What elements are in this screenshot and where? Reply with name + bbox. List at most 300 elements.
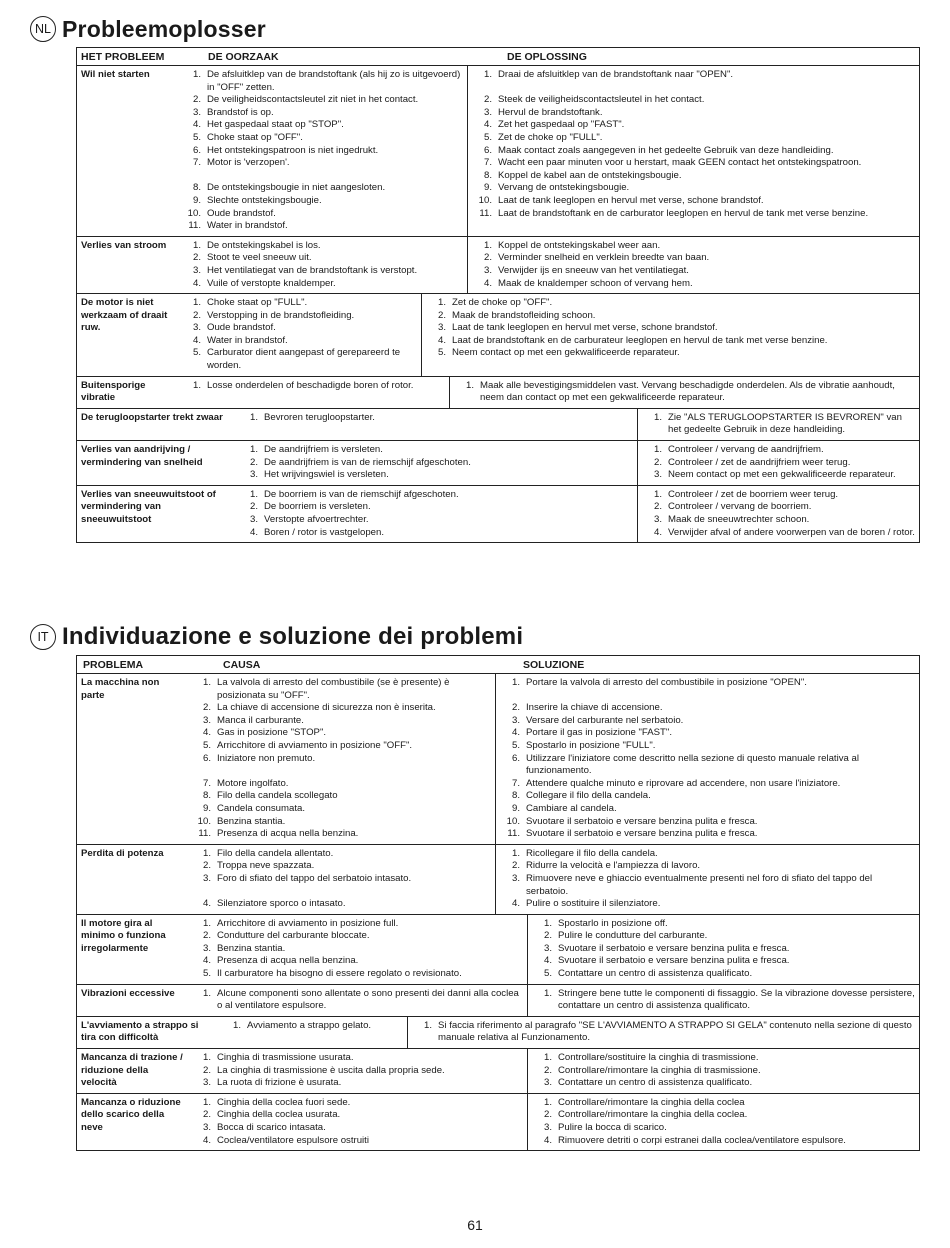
cause-item: [193, 803, 491, 816]
item-text: Svuotare il serbatoio e versare benzina pulita e fresca.: [526, 828, 758, 840]
cause-list: [177, 377, 449, 408]
item-number: 1.: [653, 444, 662, 456]
item-number: 3.: [543, 1122, 552, 1133]
language-badge-it: IT: [30, 624, 56, 650]
item-text: Stringere bene tutte le componenti di fissaggio. Se la vibrazione dovesse persistere, contattare un centro di assistenza qualificato.: [558, 987, 915, 1012]
it-troubleshooting-table: [76, 655, 920, 1151]
item-number: 4.: [202, 727, 211, 739]
item-text: Coclea/ventilatore espulsore ostruiti: [217, 1134, 369, 1146]
table-row: [77, 293, 919, 376]
item-number: 1.: [543, 987, 552, 999]
item-text: Maak de sneeuwtrechter schoon.: [668, 514, 810, 525]
header-cause: DE OORZAAK: [208, 50, 279, 63]
item-text: De boorriem is versleten.: [264, 501, 371, 513]
table-row: [77, 844, 919, 914]
item-text: Troppa neve spazzata.: [217, 860, 315, 872]
item-number: 1.: [202, 1096, 211, 1108]
item-text: Controllare/sostituire la cinghia di trasmissione.: [558, 1052, 759, 1064]
solution-item: [502, 790, 915, 803]
solution-list: [637, 486, 919, 542]
item-number: 6.: [192, 144, 201, 156]
problem-label: Wil niet starten: [81, 69, 150, 80]
item-text: Pulire la bocca di scarico.: [558, 1122, 667, 1133]
item-number: 3.: [249, 514, 258, 525]
table-header: [77, 48, 919, 66]
item-number: 9.: [483, 182, 492, 194]
solution-item: [474, 278, 915, 291]
item-text: Versare del carburante nel serbatoio.: [526, 714, 684, 726]
solution-list: [527, 915, 919, 984]
solution-item: [534, 1135, 915, 1148]
cause-item: [193, 1065, 523, 1078]
item-text: La chiave di accensione di sicurezza non è inserita.: [217, 702, 436, 714]
item-number: 1.: [249, 488, 258, 500]
solution-item: [534, 1077, 915, 1090]
item-number: 5.: [543, 968, 552, 980]
item-text: Motor is 'verzopen'.: [207, 157, 290, 169]
cause-item: [193, 778, 491, 791]
cause-item: [193, 873, 491, 886]
cause-list: [217, 1017, 407, 1048]
cause-item: [183, 335, 417, 348]
spacer: [502, 690, 915, 703]
cause-item: [193, 1135, 523, 1148]
solution-item: [534, 1065, 915, 1078]
header-solution: SOLUZIONE: [523, 658, 585, 671]
item-number: 4.: [483, 277, 492, 289]
item-number: 3.: [483, 264, 492, 276]
item-text: Verstopping in de brandstofleiding.: [207, 309, 355, 321]
solution-item: [474, 157, 915, 170]
item-number: 1.: [202, 1052, 211, 1064]
item-number: 1.: [232, 1019, 241, 1031]
cause-item: [193, 677, 491, 702]
item-number: 1.: [483, 239, 492, 251]
item-text: Water in brandstof.: [207, 220, 288, 232]
solution-item: [474, 119, 915, 132]
cause-item: [240, 469, 633, 482]
item-number: 5.: [192, 347, 201, 359]
item-number: 3.: [192, 106, 201, 118]
item-text: Benzina stantia.: [217, 815, 286, 827]
item-text: La cinghia di trasmissione è uscita dalla propria sede.: [217, 1064, 445, 1076]
nl-troubleshooting-table: [76, 47, 920, 543]
item-text: Verstopte afvoertrechter.: [264, 514, 369, 525]
solution-item: [502, 677, 915, 690]
solution-item: [534, 1109, 915, 1122]
item-text: Arricchitore di avviamento in posizione "OFF".: [217, 739, 413, 751]
table-body: [77, 66, 919, 542]
cause-item: [223, 1020, 403, 1033]
item-text: Silenziatore sporco o intasato.: [217, 898, 346, 910]
item-number: 1.: [202, 677, 211, 688]
solution-item: [474, 252, 915, 265]
item-number: 6.: [483, 144, 492, 156]
item-text: Wacht een paar minuten voor u herstart, maak GEEN contact het ontstekingspatroon.: [498, 157, 862, 169]
cause-list: [187, 915, 527, 984]
item-text: Attendere qualche minuto e riprovare ad accendere, non usare l'iniziatore.: [526, 777, 841, 789]
item-text: Avviamento a strappo gelato.: [247, 1019, 372, 1031]
cause-item: [240, 489, 633, 502]
item-text: Spostarlo in posizione off.: [558, 917, 668, 929]
table-row: [77, 376, 919, 408]
item-number: 8.: [483, 169, 492, 181]
item-text: Het ontstekingspatroon is niet ingedrukt.: [207, 144, 379, 156]
item-text: Inserire la chiave di accensione.: [526, 702, 663, 714]
item-text: Draai de afsluitklep van de brandstoftank naar "OPEN".: [498, 69, 734, 80]
item-number: 3.: [202, 1122, 211, 1133]
cause-item: [193, 753, 491, 766]
item-number: 4.: [192, 334, 201, 346]
cause-item: [193, 790, 491, 803]
cause-list: [234, 409, 637, 440]
item-number: 3.: [483, 106, 492, 118]
cause-item: [193, 702, 491, 715]
item-number: 1.: [192, 297, 201, 309]
item-text: Pulire o sostituire il silenziatore.: [526, 898, 661, 910]
item-text: Steek de veiligheidscontactsleutel in het contact.: [498, 94, 705, 106]
solution-item: [502, 702, 915, 715]
cause-item: [183, 252, 463, 265]
solution-item: [474, 208, 915, 221]
cause-item: [183, 195, 463, 208]
cause-item: [193, 1052, 523, 1065]
cause-item: [240, 444, 633, 457]
table-row: [77, 1016, 919, 1048]
item-number: 3.: [202, 1077, 211, 1089]
item-number: 3.: [202, 872, 211, 884]
item-number: 7.: [483, 157, 492, 169]
item-number: 3.: [202, 714, 211, 726]
cause-item: [240, 412, 633, 425]
solution-item: [474, 145, 915, 158]
cause-item: [193, 930, 523, 943]
item-text: De veiligheidscontactsleutel zit niet in het contact.: [207, 94, 419, 106]
solution-item: [456, 380, 915, 405]
item-text: Il carburatore ha bisogno di essere regolato o revisionato.: [217, 968, 462, 980]
item-number: 4.: [192, 277, 201, 289]
item-number: 3.: [192, 264, 201, 276]
item-text: Maak de knaldemper schoon of vervang hem.: [498, 277, 693, 289]
item-text: De aandrijfriem is versleten.: [264, 444, 383, 456]
item-number: 9.: [192, 194, 201, 206]
item-text: Laat de tank leeglopen en hervul met verse, schone brandstof.: [452, 322, 718, 334]
item-text: Bocca di scarico intasata.: [217, 1122, 326, 1133]
item-text: Water in brandstof.: [207, 334, 288, 346]
table-row: [77, 236, 919, 293]
solution-item: [474, 107, 915, 120]
problem-label: Mancanza di trazione / riduzione della velocità: [81, 1052, 183, 1089]
cause-item: [193, 816, 491, 829]
item-number: 1.: [423, 1019, 432, 1031]
table-row: [77, 984, 919, 1016]
spacer: [193, 886, 491, 899]
table-row: [77, 674, 919, 844]
table-header: [77, 656, 919, 674]
item-text: Het ventilatiegat van de brandstoftank is verstopt.: [207, 264, 418, 276]
item-text: Zie "ALS TERUGLOOPSTARTER IS BEVROREN" van het gedeelte Gebruik in deze handleiding.: [668, 411, 902, 436]
table-row: [77, 1048, 919, 1093]
item-number: 1.: [249, 411, 258, 423]
item-number: 1.: [465, 379, 474, 391]
item-text: Laat de tank leeglopen en hervul met verse, schone brandstof.: [498, 194, 764, 206]
table-row: [77, 408, 919, 440]
item-number: 1.: [202, 987, 211, 999]
item-number: 1.: [202, 917, 211, 929]
cause-item: [183, 310, 417, 323]
item-text: Zet het gaspedaal op "FAST".: [498, 119, 625, 131]
cause-item: [183, 119, 463, 132]
problem-label: Verlies van stroom: [81, 239, 167, 251]
item-text: Svuotare il serbatoio e versare benzina pulita e fresca.: [526, 815, 758, 827]
cause-item: [240, 514, 633, 527]
item-number: 1.: [511, 847, 520, 859]
item-number: 2.: [483, 94, 492, 106]
item-text: Maak contact zoals aangegeven in het gedeelte Gebruik van deze handleiding.: [498, 144, 834, 156]
item-number: 2.: [202, 1109, 211, 1121]
item-number: 5.: [483, 131, 492, 143]
cause-item: [193, 1109, 523, 1122]
solution-item: [534, 1052, 915, 1065]
cause-item: [183, 132, 463, 145]
item-text: Candela consumata.: [217, 802, 305, 814]
table-row: [77, 66, 919, 236]
item-number: 2.: [653, 501, 662, 513]
solution-item: [644, 514, 915, 527]
item-number: 9.: [202, 802, 211, 814]
item-text: Zet de choke op "FULL".: [498, 131, 603, 143]
item-text: Laat de brandstoftank en de carburator leeglopen en hervul de tank met verse benzine.: [498, 207, 869, 219]
item-text: Alcune componenti sono allentate o sono presenti dei danni alla coclea o al ventilatore espulsore.: [217, 987, 519, 1012]
solution-item: [428, 335, 915, 348]
item-text: Svuotare il serbatoio e versare benzina pulita e fresca.: [558, 942, 790, 954]
solution-item: [534, 968, 915, 981]
solution-item: [534, 1097, 915, 1110]
header-problem: HET PROBLEEM: [81, 50, 165, 63]
solution-item: [474, 170, 915, 183]
item-number: 1.: [483, 69, 492, 80]
item-text: Oude brandstof.: [207, 322, 276, 334]
item-text: Svuotare il serbatoio e versare benzina pulita e fresca.: [558, 955, 790, 967]
solution-list: [467, 237, 919, 293]
item-text: Controllare/rimontare la cinghia della coclea: [558, 1096, 745, 1108]
item-text: Pulire le condutture del carburante.: [558, 930, 708, 942]
item-text: Utilizzare l'iniziatore come descritto nella sezione di questo manuale relativa al funzionamento.: [526, 752, 859, 777]
item-number: 1.: [543, 1052, 552, 1064]
item-number: 1.: [511, 677, 520, 688]
cause-item: [183, 240, 463, 253]
solution-item: [474, 132, 915, 145]
cause-item: [193, 955, 523, 968]
item-number: 1.: [543, 1096, 552, 1108]
item-number: 8.: [511, 790, 520, 802]
item-number: 7.: [202, 777, 211, 789]
problem-label: Verlies van aandrijving / vermindering van snelheid: [81, 444, 203, 468]
item-number: 4.: [202, 955, 211, 967]
cause-item: [183, 297, 417, 310]
item-text: Verwijder ijs en sneeuw van het ventilatiegat.: [498, 264, 689, 276]
solution-item: [502, 816, 915, 829]
problem-label: L'avviamento a strappo si tira con difficoltà: [81, 1019, 199, 1044]
item-text: Laat de brandstoftank en de carburateur leeglopen en hervul de tank met verse benzine.: [452, 334, 828, 346]
solution-item: [428, 322, 915, 335]
item-number: 2.: [192, 309, 201, 321]
item-text: Losse onderdelen of beschadigde boren of rotor.: [207, 379, 414, 391]
item-text: Rimuovere detriti o corpi estranei dalla coclea/ventilatore espulsore.: [558, 1134, 846, 1146]
item-text: Bevroren terugloopstarter.: [264, 411, 375, 423]
item-number: 1.: [192, 379, 201, 391]
item-text: Ridurre la velocità e l'ampiezza di lavoro.: [526, 860, 701, 872]
solution-item: [502, 860, 915, 873]
item-text: Vuile of verstopte knaldemper.: [207, 277, 336, 289]
item-number: 10.: [506, 815, 520, 827]
item-number: 5.: [511, 739, 520, 751]
item-text: Benzina stantia.: [217, 942, 286, 954]
item-number: 2.: [192, 252, 201, 264]
solution-list: [495, 674, 919, 844]
cause-item: [193, 848, 491, 861]
cause-item: [240, 457, 633, 470]
cause-item: [183, 182, 463, 195]
cause-item: [193, 715, 491, 728]
solution-item: [414, 1020, 915, 1045]
item-number: 7.: [192, 157, 201, 169]
item-text: Cambiare al candela.: [526, 802, 617, 814]
solution-item: [502, 803, 915, 816]
cause-item: [193, 898, 491, 911]
solution-list: [407, 1017, 919, 1048]
header-cause: CAUSA: [223, 658, 261, 671]
item-text: Verwijder afval of andere voorwerpen van de boren / rotor.: [668, 526, 915, 538]
item-text: Presenza di acqua nella benzina.: [217, 828, 359, 840]
item-number: 3.: [543, 942, 552, 954]
item-number: 2.: [202, 1064, 211, 1076]
table-row: [77, 440, 919, 485]
solution-list: [467, 66, 919, 236]
item-number: 4.: [653, 526, 662, 538]
item-text: Contattare un centro di assistenza qualificato.: [558, 968, 753, 980]
solution-list: [527, 1049, 919, 1093]
item-number: 3.: [653, 469, 662, 481]
problem-label: Verlies van sneeuwuitstoot of vermindering van sneeuwuitstoot: [81, 488, 216, 525]
item-number: 4.: [511, 898, 520, 910]
item-number: 5.: [202, 968, 211, 980]
item-text: Neem contact op met een gekwalificeerde reparateur.: [668, 469, 896, 481]
item-number: 8.: [192, 182, 201, 194]
problem-label: De motor is niet werkzaam of draait ruw.: [81, 297, 168, 334]
cause-item: [193, 1077, 523, 1090]
cause-item: [183, 380, 445, 393]
item-text: Controllare/rimontare la cinghia di trasmissione.: [558, 1064, 761, 1076]
solution-item: [502, 848, 915, 861]
solution-item: [474, 240, 915, 253]
item-number: 9.: [511, 802, 520, 814]
solution-item: [644, 527, 915, 540]
item-text: Foro di sfiato del tappo del serbatoio intasato.: [217, 872, 412, 884]
item-number: 5.: [192, 131, 201, 143]
item-number: 2.: [543, 1064, 552, 1076]
item-text: Collegare il filo della candela.: [526, 790, 651, 802]
item-text: De boorriem is van de riemschijf afgeschoten.: [264, 488, 459, 500]
item-text: Gas in posizione "STOP".: [217, 727, 327, 739]
item-text: Choke staat op "FULL".: [207, 297, 308, 309]
table-row: [77, 485, 919, 542]
item-text: Koppel de kabel aan de ontstekingsbougie.: [498, 169, 682, 181]
solution-item: [502, 828, 915, 841]
problem-label: Perdita di potenza: [81, 847, 164, 859]
solution-item: [644, 457, 915, 470]
cause-list: [234, 441, 637, 485]
item-text: De ontstekingsbougie in niet aangesloten.: [207, 182, 386, 194]
cause-list: [187, 674, 495, 844]
item-text: Controleer / vervang de aandrijfriem.: [668, 444, 824, 456]
item-text: Arricchitore di avviamento in posizione full.: [217, 917, 399, 929]
cause-list: [187, 845, 495, 914]
item-text: Controllare/rimontare la cinghia della coclea.: [558, 1109, 748, 1121]
cause-item: [193, 968, 523, 981]
item-number: 4.: [483, 119, 492, 131]
solution-item: [534, 918, 915, 931]
item-text: Oude brandstof.: [207, 207, 276, 219]
item-text: Koppel de ontstekingskabel weer aan.: [498, 239, 661, 251]
item-text: Het gaspedaal staat op "STOP".: [207, 119, 344, 131]
solution-item: [428, 310, 915, 323]
item-number: 3.: [202, 942, 211, 954]
solution-item: [534, 930, 915, 943]
cause-item: [193, 740, 491, 753]
cause-item: [193, 828, 491, 841]
cause-list: [177, 237, 467, 293]
solution-item: [474, 265, 915, 278]
cause-list: [177, 66, 467, 236]
cause-item: [183, 145, 463, 158]
item-number: 11.: [188, 220, 201, 232]
cause-item: [193, 943, 523, 956]
item-number: 2.: [511, 702, 520, 714]
item-text: Cinghia della coclea usurata.: [217, 1109, 341, 1121]
header-problem: PROBLEMA: [83, 658, 144, 671]
solution-list: [495, 845, 919, 914]
nl-section-title: Probleemoplosser: [62, 15, 266, 42]
item-text: Filo della candela scollegato: [217, 790, 338, 802]
item-number: 2.: [249, 501, 258, 513]
cause-item: [193, 1122, 523, 1135]
item-number: 11.: [507, 828, 520, 840]
item-number: 6.: [202, 752, 211, 764]
item-text: Controleer / zet de aandrijfriem weer terug.: [668, 456, 851, 468]
solution-list: [527, 1094, 919, 1150]
item-number: 1.: [653, 411, 662, 423]
item-number: 1.: [192, 239, 201, 251]
item-text: Hervul de brandstoftank.: [498, 106, 603, 118]
cause-list: [187, 1049, 527, 1093]
solution-item: [474, 69, 915, 82]
item-text: De afsluitklep van de brandstoftank (als hij zo is uitgevoerd) in "OFF" zetten.: [207, 69, 461, 93]
cause-list: [187, 1094, 527, 1150]
problem-label: Il motore gira al minimo o funziona irregolarmente: [81, 917, 166, 954]
item-number: 8.: [202, 790, 211, 802]
item-number: 3.: [437, 322, 446, 334]
item-number: 4.: [543, 955, 552, 967]
solution-item: [502, 873, 915, 898]
item-text: Carburator dient aangepast of gerepareerd te worden.: [207, 347, 401, 372]
item-number: 3.: [543, 1077, 552, 1089]
item-number: 1.: [437, 297, 446, 309]
item-number: 2.: [192, 94, 201, 106]
item-text: Portare la valvola di arresto del combustibile in posizione "OPEN".: [526, 677, 807, 688]
cause-item: [183, 265, 463, 278]
nl-section-header: [30, 12, 266, 46]
